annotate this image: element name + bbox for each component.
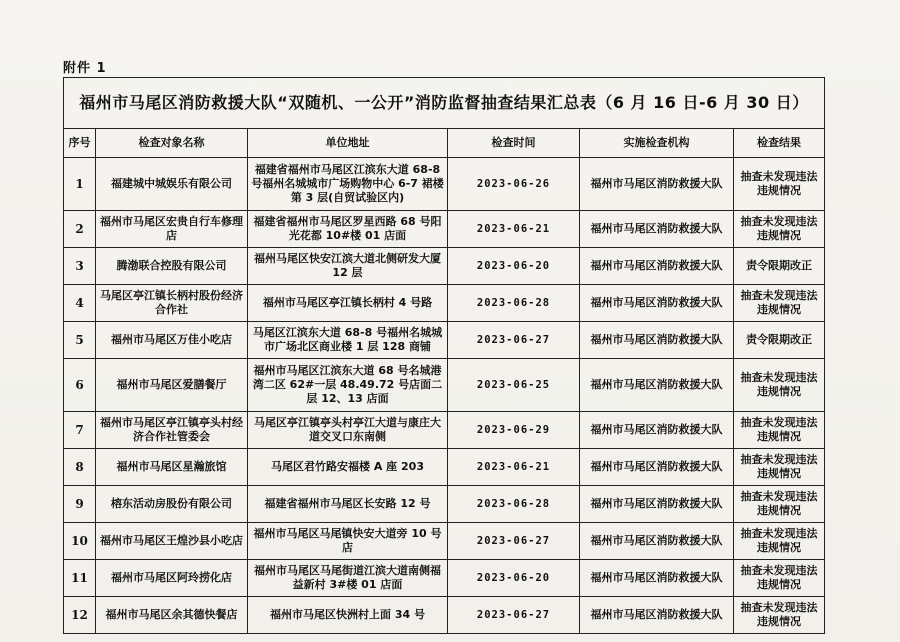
address-cell: 福建省福州市马尾区罗星西路 68 号阳光花都 10#楼 01 店面 [248,211,448,248]
time-cell: 2023-06-27 [448,597,580,634]
seq-cell: 2 [64,211,96,248]
address-cell: 福州市马尾区马尾镇快安大道旁 10 号店 [248,523,448,560]
address-cell: 福州市马尾区快洲村上面 34 号 [248,597,448,634]
time-cell: 2023-06-27 [448,322,580,359]
result-cell: 抽查未发现违法违规情况 [734,523,825,560]
table-row [64,285,825,322]
col-header-address: 单位地址 [248,129,448,158]
attachment-label: 附件 1 [63,61,107,76]
time-cell: 2023-06-29 [448,412,580,449]
agency-cell: 福州市马尾区消防救援大队 [580,597,734,634]
name-cell: 福州市马尾区星瀚旅馆 [96,449,248,486]
time-cell: 2023-06-27 [448,523,580,560]
table-row [64,211,825,248]
address-cell: 福州市马尾区江滨东大道 68 号名城港湾二区 62#一层 48.49.72 号店面二层 12、13 店面 [248,359,448,412]
name-cell: 福州市马尾区阿玲捞化店 [96,560,248,597]
agency-cell: 福州市马尾区消防救援大队 [580,285,734,322]
seq-cell: 6 [64,359,96,412]
address-cell: 福建省福州市马尾区长安路 12 号 [248,486,448,523]
time-cell: 2023-06-21 [448,211,580,248]
table-row [64,597,825,634]
header-row [64,129,825,158]
table-row [64,359,825,412]
address-cell: 福州马尾区快安江滨大道北侧研发大厦 12 层 [248,248,448,285]
agency-cell: 福州市马尾区消防救援大队 [580,211,734,248]
name-cell: 福州市马尾区万佳小吃店 [96,322,248,359]
agency-cell: 福州市马尾区消防救援大队 [580,560,734,597]
seq-cell: 9 [64,486,96,523]
col-header-name: 检查对象名称 [96,129,248,158]
time-cell: 2023-06-21 [448,449,580,486]
agency-cell: 福州市马尾区消防救援大队 [580,359,734,412]
table-row [64,322,825,359]
result-cell: 抽查未发现违法违规情况 [734,412,825,449]
agency-cell: 福州市马尾区消防救援大队 [580,248,734,285]
time-cell: 2023-06-26 [448,158,580,211]
col-header-time: 检查时间 [448,129,580,158]
table-row [64,158,825,211]
results-table [63,77,825,634]
time-cell: 2023-06-20 [448,248,580,285]
time-cell: 2023-06-25 [448,359,580,412]
time-cell: 2023-06-28 [448,486,580,523]
name-cell: 福州市马尾区宏贵自行车修理店 [96,211,248,248]
name-cell: 马尾区亭江镇长柄村股份经济合作社 [96,285,248,322]
name-cell: 腾渤联合控股有限公司 [96,248,248,285]
seq-cell: 8 [64,449,96,486]
result-cell: 责令限期改正 [734,248,825,285]
address-cell: 马尾区江滨东大道 68-8 号福州名城城市广场北区商业楼 1 层 128 商铺 [248,322,448,359]
address-cell: 福建省福州市马尾区江滨东大道 68-8 号福州名城城市广场购物中心 6-7 裙楼第 3 层(自贸试验区内) [248,158,448,211]
result-cell: 抽查未发现违法违规情况 [734,211,825,248]
agency-cell: 福州市马尾区消防救援大队 [580,523,734,560]
address-cell: 马尾区亭江镇亭头村亭江大道与康庄大道交叉口东南侧 [248,412,448,449]
seq-cell: 4 [64,285,96,322]
result-cell: 责令限期改正 [734,322,825,359]
agency-cell: 福州市马尾区消防救援大队 [580,449,734,486]
col-header-result: 检查结果 [734,129,825,158]
results-table-body [64,78,825,634]
result-cell: 抽查未发现违法违规情况 [734,597,825,634]
col-header-seq: 序号 [64,129,96,158]
name-cell: 福州市马尾区王煌沙县小吃店 [96,523,248,560]
agency-cell: 福州市马尾区消防救援大队 [580,412,734,449]
table-row [64,412,825,449]
result-cell: 抽查未发现违法违规情况 [734,449,825,486]
seq-cell: 3 [64,248,96,285]
seq-cell: 5 [64,322,96,359]
table-row [64,523,825,560]
address-cell: 马尾区君竹路安福楼 A 座 203 [248,449,448,486]
name-cell: 福州市马尾区余其德快餐店 [96,597,248,634]
name-cell: 福州市马尾区爱膳餐厅 [96,359,248,412]
seq-cell: 12 [64,597,96,634]
agency-cell: 福州市马尾区消防救援大队 [580,486,734,523]
result-cell: 抽查未发现违法违规情况 [734,486,825,523]
table-row [64,560,825,597]
result-cell: 抽查未发现违法违规情况 [734,560,825,597]
time-cell: 2023-06-28 [448,285,580,322]
table-row [64,449,825,486]
table-row [64,486,825,523]
name-cell: 福建城中城娱乐有限公司 [96,158,248,211]
seq-cell: 11 [64,560,96,597]
agency-cell: 福州市马尾区消防救援大队 [580,322,734,359]
agency-cell: 福州市马尾区消防救援大队 [580,158,734,211]
seq-cell: 1 [64,158,96,211]
time-cell: 2023-06-20 [448,560,580,597]
address-cell: 福州市马尾区马尾街道江滨大道南侧福益新村 3#楼 01 店面 [248,560,448,597]
seq-cell: 10 [64,523,96,560]
seq-cell: 7 [64,412,96,449]
result-cell: 抽查未发现违法违规情况 [734,285,825,322]
address-cell: 福州市马尾区亭江镇长柄村 4 号路 [248,285,448,322]
table-row [64,248,825,285]
result-cell: 抽查未发现违法违规情况 [734,359,825,412]
name-cell: 福州市马尾区亭江镇亭头村经济合作社管委会 [96,412,248,449]
table-title: 福州市马尾区消防救援大队“双随机、一公开”消防监督抽查结果汇总表（6 月 16 日-6 月 30 日） [64,78,825,129]
col-header-agency: 实施检查机构 [580,129,734,158]
name-cell: 榕东活动房股份有限公司 [96,486,248,523]
result-cell: 抽查未发现违法违规情况 [734,158,825,211]
